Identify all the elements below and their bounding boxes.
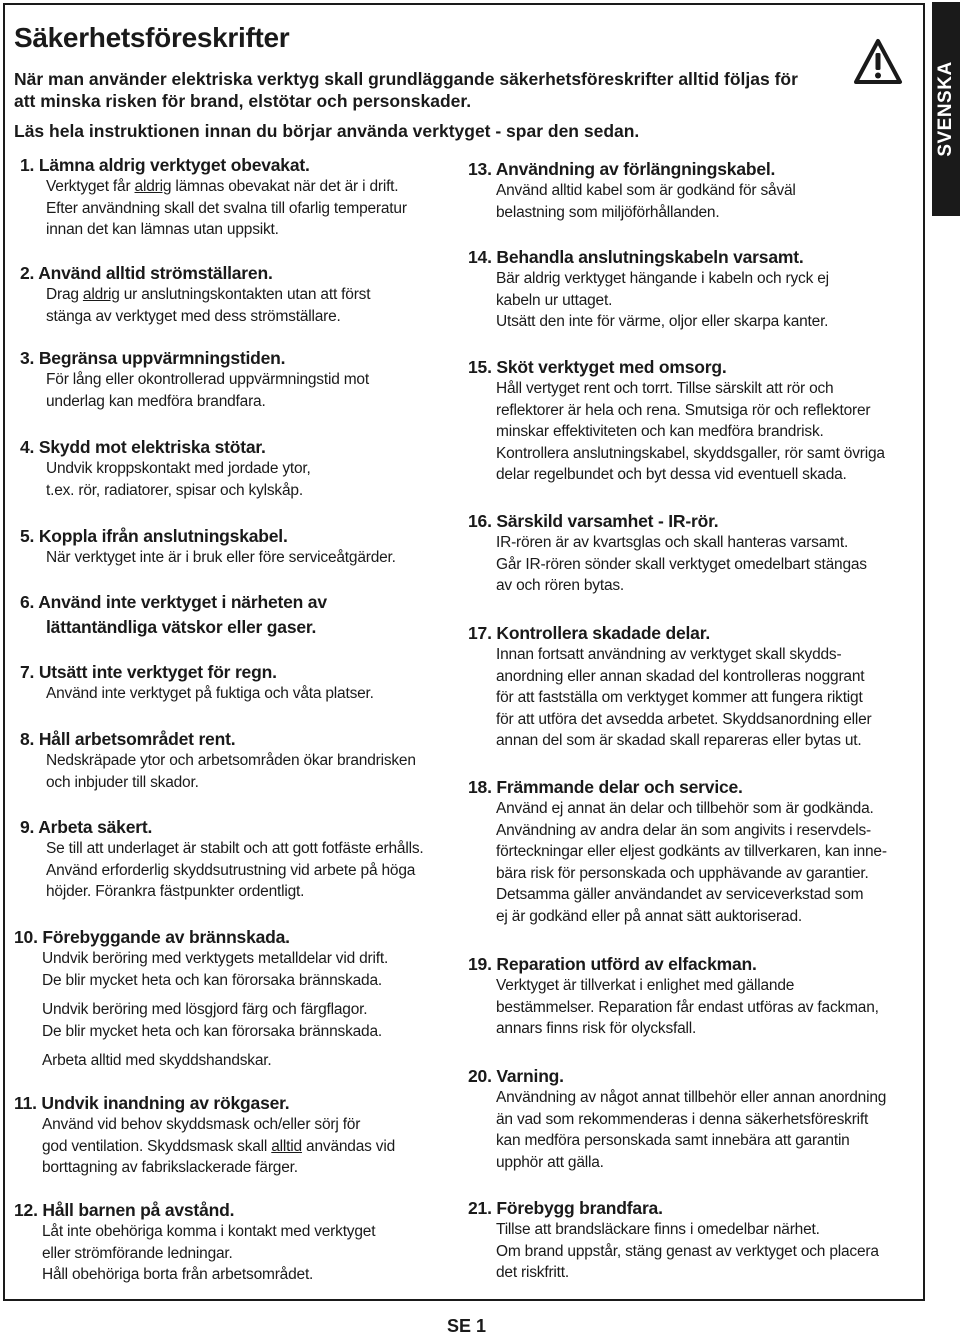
item-heading: 14. Behandla anslutningskabeln varsamt. (468, 247, 804, 267)
safety-item (468, 1197, 923, 1284)
item-text: t.ex. rör, radiatorer, spisar och kylskåp. (46, 481, 303, 499)
safety-item (468, 776, 923, 927)
item-text: IR-rören är av kvartsglas och skall hanteras varsamt. (496, 534, 849, 551)
page-title: Säkerhetsföreskrifter (14, 22, 290, 53)
item-text: underlag kan medföra brandfara. (46, 392, 266, 410)
safety-item (468, 510, 923, 597)
item-text: Håll obehöriga borta från arbetsområdet. (42, 1266, 314, 1283)
item-text: Efter användning skall det svalna till ofarlig temperatur (46, 199, 407, 217)
item-text: Användning av något annat tillbehör eller annan anordning (496, 1089, 887, 1106)
item-text: De blir mycket heta och kan förorsaka brännskada. (42, 971, 382, 989)
safety-item (14, 1199, 460, 1286)
item-text: Utsätt den inte för värme, oljor eller skarpa kanter. (496, 313, 829, 330)
intro (14, 68, 814, 142)
item-text: Detsamma gäller användandet av serviceverkstad som (496, 886, 864, 903)
item-text: Använd inte verktyget på fuktiga och våta platser. (46, 685, 374, 702)
item-heading: 1. Lämna aldrig verktyget obevakat. (20, 155, 310, 175)
safety-item (20, 591, 460, 638)
item-text: reflektorer är hela och rena. Smutsiga rör och reflektorer (496, 401, 871, 419)
item-text: för att fastställa om verktyget kommer att fungera riktigt (496, 689, 863, 706)
page-number: SE 1 (447, 1316, 487, 1336)
item-text: kan medföra personskada samt innebära att garantin (496, 1132, 850, 1149)
item-text: bära risk för personskada och upphävande av garantier. (496, 864, 869, 882)
item-text: god ventilation. Skyddsmask skall alltid användas vid (42, 1137, 396, 1155)
item-text: höjder. Förankra fästpunkter ordentligt. (46, 883, 305, 900)
safety-item (468, 622, 923, 752)
item-text: Om brand uppstår, stäng genast av verktyget och placera (496, 1242, 879, 1260)
item-heading: 6. Använd inte verktyget i närheten av (20, 592, 327, 612)
item-text: Håll vertyget rent och torrt. Tillse särskilt att rör och (496, 380, 834, 397)
item-heading: 13. Användning av förlängningskabel. (468, 159, 776, 179)
item-text: stänga av verktyget med dess strömställare. (46, 307, 341, 325)
item-text: Använd alltid kabel som är godkänd för såväl (496, 182, 796, 199)
item-text: minskar effektiviteten och kan medföra brandrisk. (496, 423, 824, 440)
item-heading: 10. Förebyggande av brännskada. (14, 927, 290, 947)
safety-item (20, 816, 460, 903)
item-text: Kontrollera anslutningskabel, skyddsgaller, rör samt övriga (496, 444, 885, 462)
item-text: belastning som miljöförhållanden. (496, 203, 720, 221)
item-text: Användning av andra delar än som angivits i reservdels- (496, 821, 871, 839)
safety-item (20, 262, 460, 327)
item-text: Verktyget är tillverkat i enlighet med gällande (496, 977, 795, 994)
item-text: Se till att underlaget är stabilt och att gott fotfäste erhålls. (46, 840, 424, 857)
item-text: ej är godkänd eller på annat sätt auktoriserad. (496, 907, 802, 925)
item-text: förteckningar eller eljest godkänts av tillverkaren, kan inne- (496, 843, 887, 860)
item-heading: 2. Använd alltid strömställaren. (20, 263, 273, 283)
item-text: Drag aldrig ur anslutningskontakten utan att först (46, 286, 371, 303)
item-text: Undvik beröring med verktygets metalldelar vid drift. (42, 950, 389, 967)
item-text: för att utföra det avsedda arbetet. Skyddsanordning eller (496, 710, 872, 728)
item-text: För lång eller okontrollerad uppvärmningstid mot (46, 371, 369, 388)
safety-item (14, 1092, 460, 1179)
safety-item (20, 154, 460, 241)
safety-item (468, 953, 923, 1040)
item-heading: 16. Särskild varsamhet - IR-rör. (468, 511, 719, 531)
item-text: kabeln ur uttaget. (496, 291, 613, 309)
item-heading: 4. Skydd mot elektriska stötar. (20, 437, 266, 457)
item-text: Låt inte obehöriga komma i kontakt med verktyget (42, 1223, 376, 1240)
item-text: borttagning av fabrikslackerade färger. (42, 1159, 298, 1176)
item-heading: 7. Utsätt inte verktyget för regn. (20, 662, 277, 682)
item-heading: 19. Reparation utförd av elfackman. (468, 954, 757, 974)
intro-text: När man använder elektriska verktyg skall grundläggande säkerhetsföreskrifter alltid följas för att minska risken för brand, elstötar och personskader. (14, 69, 798, 111)
item-text: När verktyget inte är i bruk eller före serviceåtgärder. (46, 549, 396, 566)
item-text: Använd erforderlig skyddsutrustning vid arbete på höga (46, 861, 416, 879)
item-text: eller strömförande ledningar. (42, 1244, 233, 1262)
item-text: annars finns risk för olycksfall. (496, 1020, 697, 1037)
item-text: upphör att gälla. (496, 1153, 604, 1171)
safety-item (468, 158, 923, 223)
item-text: Går IR-rören sönder skall verktyget omedelbart stängas (496, 555, 867, 573)
item-text: Bär aldrig verktyget hängande i kabeln och ryck ej (496, 270, 829, 287)
safety-item (20, 525, 460, 569)
item-text: Tillse att brandsläckare finns i omedelbar närhet. (496, 1221, 820, 1238)
safety-item (20, 436, 460, 501)
item-text: Arbeta alltid med skyddshandskar. (42, 1052, 272, 1069)
item-text: bestämmelser. Reparation får endast utföras av fackman, (496, 998, 879, 1016)
item-heading: lättantändliga vätskor eller gaser. (46, 617, 317, 637)
item-heading: 20. Varning. (468, 1066, 564, 1086)
item-text: Undvik kroppskontakt med jordade ytor, (46, 460, 311, 477)
item-heading: 5. Koppla ifrån anslutningskabel. (20, 526, 288, 546)
safety-item (20, 347, 460, 412)
item-text: Nedskräpade ytor och arbetsområden ökar brandrisken (46, 752, 416, 769)
item-heading: 3. Begränsa uppvärmningstiden. (20, 348, 286, 368)
item-text: Använd ej annat än delar och tillbehör som är godkända. (496, 800, 874, 817)
item-text: annan del som är skadad skall repareras eller bytas ut. (496, 732, 862, 749)
intro-text: Läs hela instruktionen innan du börjar använda verktyget - spar den sedan. (14, 121, 640, 141)
item-text: delar regelbundet och byt dessa vid eventuell skada. (496, 466, 847, 483)
item-text: av och rören bytas. (496, 577, 625, 594)
item-text: Undvik beröring med lösgjord färg och färgflagor. (42, 1001, 368, 1018)
item-text: Innan fortsatt användning av verktyget skall skydds- (496, 646, 842, 663)
item-heading: 12. Håll barnen på avstånd. (14, 1200, 235, 1220)
safety-item (468, 356, 923, 486)
item-text: det riskfritt. (496, 1264, 569, 1281)
safety-item (14, 926, 460, 1072)
item-text: än vad som rekommenderas i denna säkerhetsföreskrift (496, 1110, 869, 1128)
item-heading: 17. Kontrollera skadade delar. (468, 623, 711, 643)
safety-item (468, 246, 923, 333)
item-text: Använd vid behov skyddsmask och/eller sörj för (42, 1116, 361, 1133)
item-heading: 11. Undvik inandning av rökgaser. (14, 1093, 290, 1113)
item-heading: 18. Främmande delar och service. (468, 777, 743, 797)
item-text: innan det kan lämnas utan uppsikt. (46, 221, 279, 238)
safety-item (20, 661, 460, 705)
safety-item (20, 728, 460, 793)
item-text: anordning eller annan skadad del kontrolleras noggrant (496, 667, 865, 685)
item-text: Verktyget får aldrig lämnas obevakat när det är i drift. (46, 178, 399, 195)
warning-triangle-icon (853, 38, 903, 86)
item-heading: 8. Håll arbetsområdet rent. (20, 729, 236, 749)
language-tab-label: SVENSKA (935, 61, 956, 157)
item-heading: 21. Förebygg brandfara. (468, 1198, 663, 1218)
item-heading: 9. Arbeta säkert. (20, 817, 153, 837)
item-text: och inbjuder till skador. (46, 773, 199, 791)
item-text: De blir mycket heta och kan förorsaka brännskada. (42, 1022, 382, 1040)
language-tab (932, 2, 960, 216)
item-heading: 15. Sköt verktyget med omsorg. (468, 357, 727, 377)
safety-item (468, 1065, 923, 1173)
